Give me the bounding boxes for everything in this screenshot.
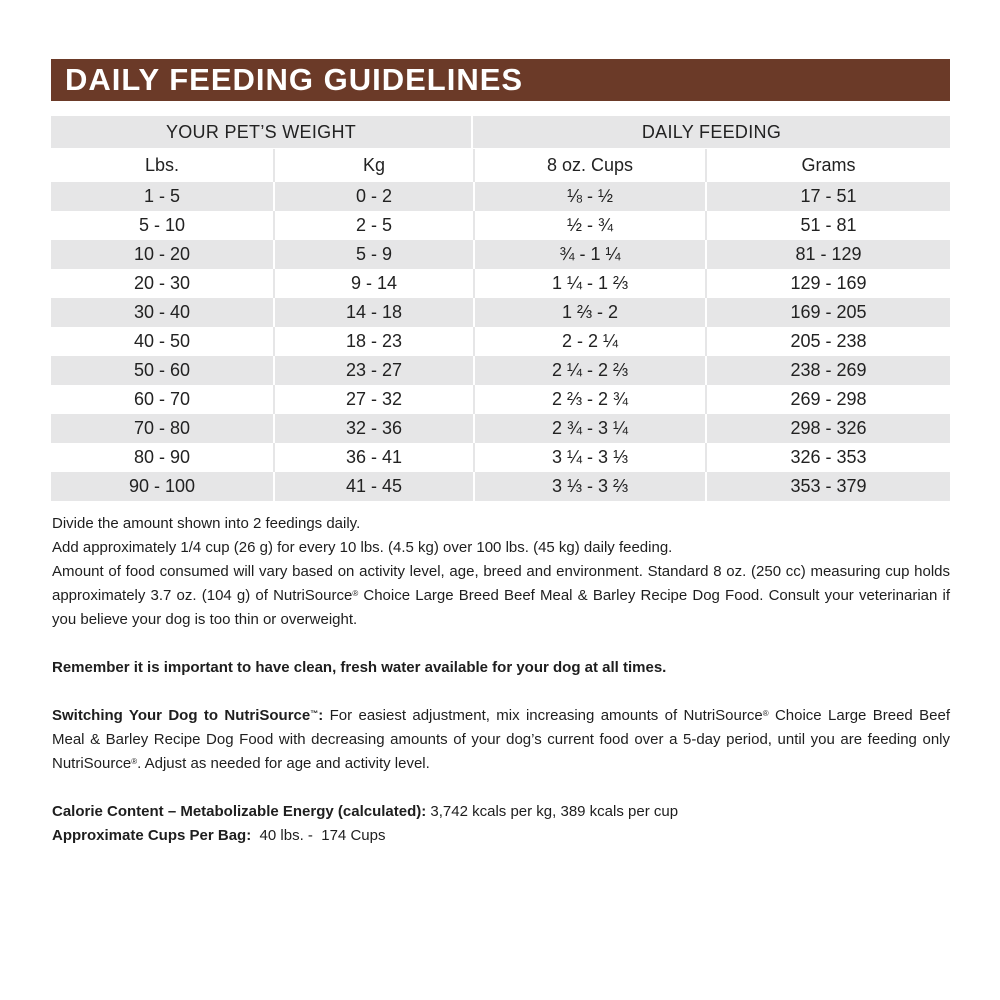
table-body: [51, 182, 950, 501]
switching-text-a: For easiest adjustment, mix increasing amounts of NutriSource: [323, 707, 763, 724]
kg-cell: 18 - 23: [273, 327, 473, 356]
note-consumption-text-b: Choice Large Breed Beef Meal & Barley Recipe Dog Food. Consult your veterinarian if you believe your dog is too thin or overweight.: [52, 587, 950, 628]
table-row: [51, 472, 950, 501]
registered-mark: ®: [762, 709, 769, 718]
switching-label-text: Switching Your Dog to NutriSource: [52, 707, 311, 724]
grams-cell: 169 - 205: [705, 298, 950, 327]
grams-cell: 51 - 81: [705, 211, 950, 240]
grams-cell: 238 - 269: [705, 356, 950, 385]
note-consumption: [52, 560, 950, 632]
kg-cell: 0 - 2: [273, 182, 473, 211]
water-reminder: [52, 656, 950, 680]
kg-cell: 2 - 5: [273, 211, 473, 240]
switching-instructions: [52, 704, 950, 776]
note-extra-amount: Add approximately 1/4 cup (26 g) for every 10 lbs. (4.5 kg) over 100 lbs. (45 kg) daily feeding.: [52, 539, 673, 556]
lbs-cell: 5 - 10: [138, 215, 186, 235]
switching-label: [52, 707, 323, 724]
calorie-content: [52, 800, 950, 824]
kg-cell: 36 - 41: [273, 443, 473, 472]
cups-cell: 3 ¼ - 3 ⅓: [473, 443, 705, 472]
grams-cell: 326 - 353: [705, 443, 950, 472]
table-unit-header-row: [51, 149, 950, 182]
cups-cell: 2 - 2 ¼: [473, 327, 705, 356]
feeding-group-header: DAILY FEEDING: [473, 116, 950, 149]
cups-cell: 1 ⅔ - 2: [473, 298, 705, 327]
cups-per-bag: [52, 824, 950, 848]
registered-mark: ®: [131, 757, 138, 766]
calorie-value: 3,742 kcals per kg, 389 kcals per cup: [426, 803, 679, 820]
table-group-header-row: [51, 116, 950, 149]
feeding-table: [51, 116, 950, 501]
cups-cell: ¾ - 1 ¼: [473, 240, 705, 269]
table-row: [51, 298, 950, 327]
table-row: [51, 211, 950, 240]
cups-header: 8 oz. Cups: [473, 149, 705, 182]
kg-cell: 41 - 45: [273, 472, 473, 501]
calorie-label: Calorie Content – Metabolizable Energy (calculated):: [52, 803, 427, 820]
lbs-cell: 70 - 80: [51, 414, 273, 443]
table-row: [51, 240, 950, 269]
cups-cell: ½ - ¾: [473, 211, 705, 240]
lbs-cell: 10 - 20: [51, 240, 273, 269]
grams-header: Grams: [705, 149, 950, 182]
cups-cell: 3 ⅓ - 3 ⅔: [473, 472, 705, 501]
kg-cell: 9 - 14: [273, 269, 473, 298]
grams-cell: 17 - 51: [705, 182, 950, 211]
kg-cell: 32 - 36: [273, 414, 473, 443]
cups-per-bag-value: 40 lbs. - 174 Cups: [251, 827, 386, 844]
water-reminder-text: Remember it is important to have clean, fresh water available for your dog at all times.: [52, 659, 667, 676]
lbs-cell: 1 - 5: [51, 182, 273, 211]
cups-cell: 2 ⅔ - 2 ¾: [473, 385, 705, 414]
cups-cell: 2 ¾ - 3 ¼: [473, 414, 705, 443]
cups-cell: 1 ¼ - 1 ⅔: [473, 269, 705, 298]
table-row: [51, 385, 950, 414]
grams-cell: 129 - 169: [705, 269, 950, 298]
switching-text-c: . Adjust as needed for age and activity level.: [137, 755, 430, 772]
kg-cell: 14 - 18: [273, 298, 473, 327]
cups-per-bag-label: Approximate Cups Per Bag:: [52, 827, 252, 844]
grams-cell: 81 - 129: [705, 240, 950, 269]
page-title: DAILY FEEDING GUIDELINES: [65, 62, 524, 97]
switching-text-b: Choice Large Breed Beef Meal & Barley Recipe Dog Food with decreasing amounts of your dog’s current food over a 5-day period, until you are feeding only NutriSource: [52, 707, 950, 772]
weight-group-header: YOUR PET’S WEIGHT: [51, 116, 473, 149]
note-feedings-per-day: Divide the amount shown into 2 feedings daily.: [52, 515, 361, 532]
title-banner: [51, 59, 950, 101]
cups-cell: 2 ¼ - 2 ⅔: [473, 356, 705, 385]
lbs-cell: 20 - 30: [133, 273, 191, 293]
lbs-cell: 80 - 90: [133, 447, 191, 467]
cups-cell: ⅛ - ½: [473, 182, 705, 211]
lbs-cell: 60 - 70: [133, 389, 191, 409]
table-row: [51, 269, 950, 298]
grams-cell: 205 - 238: [705, 327, 950, 356]
grams-cell: 353 - 379: [705, 472, 950, 501]
table-row: [51, 182, 950, 211]
kg-cell: 27 - 32: [273, 385, 473, 414]
kg-header: Kg: [273, 149, 473, 182]
table-row: [51, 356, 950, 385]
grams-cell: 298 - 326: [705, 414, 950, 443]
registered-mark: ®: [352, 589, 359, 598]
table-row: [51, 443, 950, 472]
table-row: [51, 414, 950, 443]
kg-cell: 5 - 9: [273, 240, 473, 269]
trademark-mark: ™: [310, 709, 319, 718]
note-consumption-text-a: Amount of food consumed will vary based on activity level, age, breed and environment. Standard 8 oz. (250 cc) measuring cup holds approximately 3.7 oz. (104 g) of NutriSource: [52, 563, 950, 604]
kg-cell: 23 - 27: [273, 356, 473, 385]
table-row: [51, 327, 950, 356]
lbs-cell: 90 - 100: [51, 472, 273, 501]
lbs-cell: 30 - 40: [51, 298, 273, 327]
grams-cell: 269 - 298: [705, 385, 950, 414]
feeding-notes: [52, 512, 950, 848]
lbs-cell: 40 - 50: [133, 331, 191, 351]
switching-label-colon: :: [318, 707, 324, 724]
lbs-cell: 50 - 60: [51, 356, 273, 385]
lbs-header: Lbs.: [51, 149, 273, 182]
